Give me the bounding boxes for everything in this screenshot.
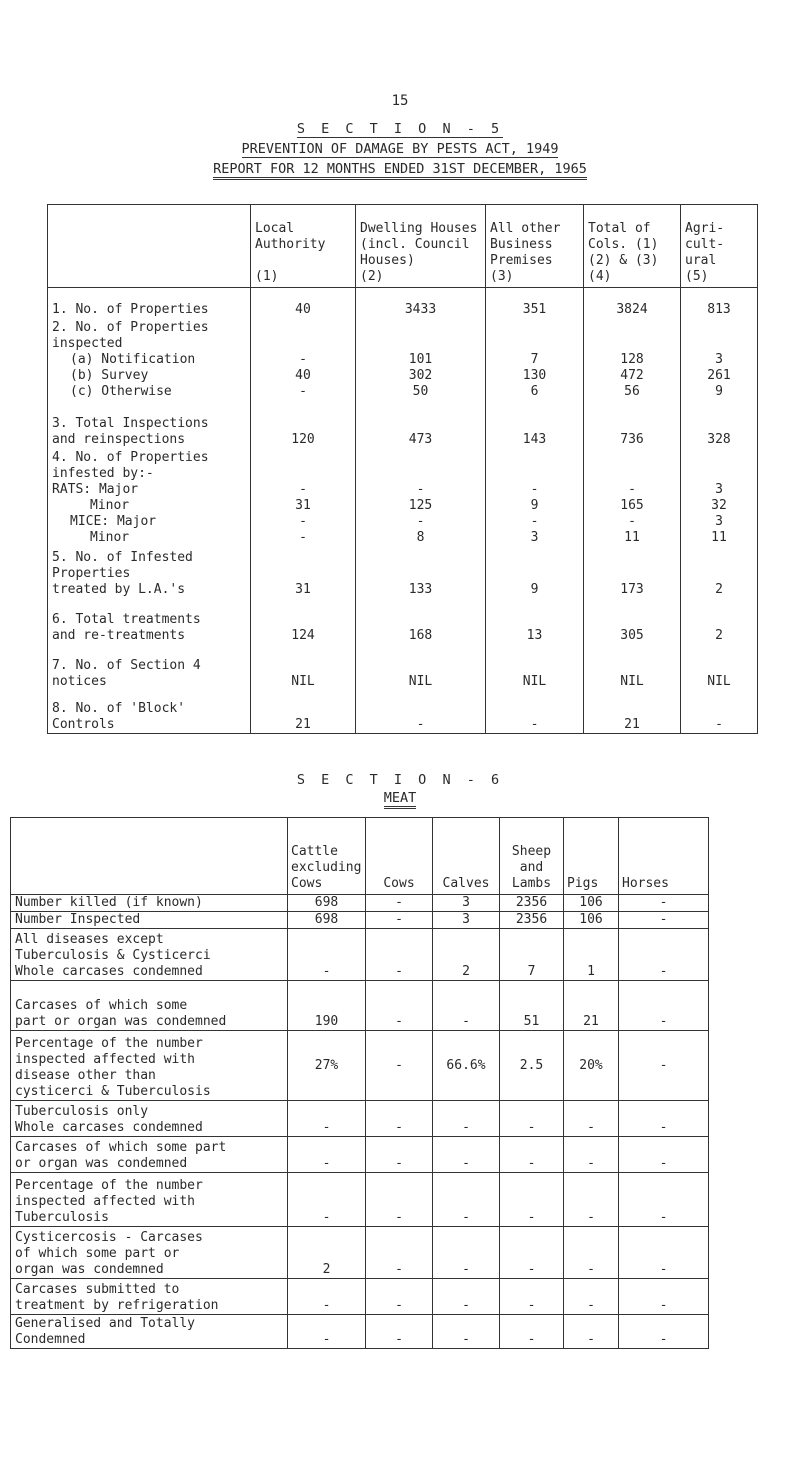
pests-act-table	[47, 204, 758, 734]
meat-cell-col-6: -	[619, 895, 709, 912]
meat-cell-col-3: -	[433, 1101, 500, 1137]
pests-cell-col-1: -	[251, 448, 356, 498]
pests-table-row	[48, 514, 758, 530]
meat-cell-col-1: 698	[288, 895, 366, 912]
pests-cell-col-5: 2	[681, 598, 758, 644]
meat-cell-col-6: -	[619, 912, 709, 929]
section6-subtitle-text: MEAT	[384, 790, 417, 809]
pests-row-label: Minor	[90, 529, 130, 545]
meat-cell-col-4: 51	[500, 981, 564, 1031]
meat-cell-col-3: -	[433, 981, 500, 1031]
pests-row-label: 2. No. of Properties inspected	[52, 319, 209, 351]
pests-cell-col-4: 173	[584, 546, 681, 598]
pests-table-body	[48, 288, 758, 734]
pests-cell-col-3: -	[486, 448, 584, 498]
meat-table-row	[11, 1315, 709, 1349]
meat-row-label: Cysticercosis - Carcases of which some part or organ was condemned	[11, 1227, 288, 1279]
pests-table-row	[48, 384, 758, 400]
meat-cell-col-5: -	[564, 1137, 619, 1173]
meat-cell-col-6: -	[619, 1137, 709, 1173]
pests-cell-col-3: -	[486, 690, 584, 734]
meat-table-row	[11, 912, 709, 929]
pests-cell-col-3: 3	[486, 530, 584, 546]
pests-cell-col-3: 13	[486, 598, 584, 644]
meat-cell-col-6: -	[619, 929, 709, 981]
meat-cell-col-2: -	[366, 1315, 433, 1349]
pests-row-label: (a) Notification	[70, 351, 196, 367]
meat-table-row	[11, 895, 709, 912]
meat-table-row	[11, 1173, 709, 1227]
meat-table-row	[11, 981, 709, 1031]
meat-cell-col-4: 2356	[500, 895, 564, 912]
section6-subtitle	[0, 788, 800, 809]
meat-row-label: Generalised and Totally Condemned	[11, 1315, 288, 1349]
pests-cell-col-1: 40	[251, 288, 356, 318]
pests-table-row	[48, 288, 758, 318]
meat-cell-col-4: -	[500, 1101, 564, 1137]
pests-row-label: 1. No. of Properties	[52, 301, 209, 317]
meat-cell-col-4: -	[500, 1173, 564, 1227]
meat-cell-col-1: -	[288, 1101, 366, 1137]
pests-cell-col-2: 473	[356, 400, 486, 448]
meat-cell-col-3: -	[433, 1315, 500, 1349]
meat-cell-col-5: -	[564, 1101, 619, 1137]
meat-row-label: Percentage of the number inspected affected with disease other than cysticerci & Tuberculosis	[11, 1031, 288, 1101]
pests-cell-col-5: 813	[681, 288, 758, 318]
pests-cell-col-1: 31	[251, 546, 356, 598]
meat-header-col-2: Cows	[366, 818, 433, 895]
section5-subtitle-act	[0, 139, 800, 159]
pests-cell-col-3: -	[486, 514, 584, 530]
meat-cell-col-1: -	[288, 929, 366, 981]
pests-cell-col-3: NIL	[486, 644, 584, 690]
pests-cell-col-2: 8	[356, 530, 486, 546]
pests-cell-col-1: NIL	[251, 644, 356, 690]
pests-cell-col-1: -	[251, 530, 356, 546]
pests-cell-col-4: 736	[584, 400, 681, 448]
meat-cell-col-6: -	[619, 1279, 709, 1315]
meat-row-label: Number killed (if known)	[11, 895, 288, 912]
pests-cell-col-5: 11	[681, 530, 758, 546]
meat-cell-col-5: 21	[564, 981, 619, 1031]
meat-cell-col-3: 3	[433, 895, 500, 912]
pests-cell-col-5: 3	[681, 352, 758, 368]
pests-cell-col-4: 21	[584, 690, 681, 734]
meat-table-body	[11, 895, 709, 1349]
section5-subtitle-act-text: PREVENTION OF DAMAGE BY PESTS ACT, 1949	[241, 141, 559, 157]
pests-table-row	[48, 598, 758, 644]
pests-cell-col-1: 21	[251, 690, 356, 734]
pests-table-header-row	[48, 205, 758, 288]
meat-cell-col-2: -	[366, 895, 433, 912]
pests-cell-col-3: 9	[486, 498, 584, 514]
pests-cell-col-5: 9	[681, 384, 758, 400]
meat-cell-col-5: -	[564, 1279, 619, 1315]
pests-table-row	[48, 690, 758, 734]
pests-cell-col-2: NIL	[356, 644, 486, 690]
pests-cell-col-1: 40	[251, 368, 356, 384]
section5-title-text: S E C T I O N - 5	[296, 121, 504, 137]
meat-cell-col-3: -	[433, 1173, 500, 1227]
pests-cell-col-4: 128	[584, 352, 681, 368]
pests-cell-col-4: -	[584, 448, 681, 498]
pests-cell-col-2: 3433	[356, 288, 486, 318]
section5-subtitle-report-text: REPORT FOR 12 MONTHS ENDED 31ST DECEMBER, 1965	[213, 161, 587, 180]
meat-cell-col-6: -	[619, 1031, 709, 1101]
pests-row-label: 3. Total Inspections and reinspections	[52, 415, 209, 447]
pests-cell-col-2: -	[356, 690, 486, 734]
meat-row-label: Percentage of the number inspected affected with Tuberculosis	[11, 1173, 288, 1227]
pests-cell-col-1: 124	[251, 598, 356, 644]
pests-row-label: (c) Otherwise	[70, 383, 172, 399]
section6-title-text: S E C T I O N - 6	[296, 772, 504, 788]
pests-cell-col-2: 101	[356, 352, 486, 368]
pests-table-row	[48, 498, 758, 514]
meat-row-label: Tuberculosis only Whole carcases condemned	[11, 1101, 288, 1137]
meat-header-col-1: Cattle excluding Cows	[288, 818, 366, 895]
meat-row-label: Carcases of which some part or organ was condemned	[11, 981, 288, 1031]
pests-cell-col-1	[251, 318, 356, 352]
meat-cell-col-1: 698	[288, 912, 366, 929]
pests-table-row	[48, 400, 758, 448]
meat-cell-col-2: -	[366, 1101, 433, 1137]
pests-cell-col-5	[681, 318, 758, 352]
pests-cell-col-4: NIL	[584, 644, 681, 690]
meat-cell-col-6: -	[619, 1227, 709, 1279]
pests-cell-col-2: 168	[356, 598, 486, 644]
pests-cell-col-4: 305	[584, 598, 681, 644]
pests-cell-col-1: -	[251, 514, 356, 530]
pests-table-row	[48, 318, 758, 352]
pests-row-label: 5. No. of Infested Properties treated by L.A.'s	[52, 549, 193, 597]
pests-table-row	[48, 368, 758, 384]
meat-header-col-4: Sheep and Lambs	[500, 818, 564, 895]
meat-cell-col-1: -	[288, 1173, 366, 1227]
meat-cell-col-4: 2.5	[500, 1031, 564, 1101]
meat-cell-col-3: -	[433, 1137, 500, 1173]
pests-cell-col-4	[584, 318, 681, 352]
meat-table-header-row	[11, 818, 709, 895]
meat-cell-col-4: 7	[500, 929, 564, 981]
pests-cell-col-1: -	[251, 384, 356, 400]
pests-header-col-1: Local Authority (1)	[251, 205, 356, 288]
meat-header-col-3: Calves	[433, 818, 500, 895]
pests-cell-col-2: -	[356, 448, 486, 498]
pests-cell-col-3: 143	[486, 400, 584, 448]
pests-row-label: 6. Total treatments and re-treatments	[52, 611, 201, 643]
meat-cell-col-2: -	[366, 1137, 433, 1173]
section5-title	[0, 119, 800, 139]
pests-table-row	[48, 546, 758, 598]
meat-cell-col-5: 20%	[564, 1031, 619, 1101]
pests-cell-col-5: 32	[681, 498, 758, 514]
meat-cell-col-4: -	[500, 1137, 564, 1173]
meat-row-label: Carcases of which some part or organ was condemned	[11, 1137, 288, 1173]
pests-table-row	[48, 448, 758, 498]
pests-cell-col-3: 130	[486, 368, 584, 384]
pests-row-label: Minor	[90, 497, 130, 513]
meat-cell-col-6: -	[619, 1101, 709, 1137]
pests-table-row	[48, 352, 758, 368]
pests-cell-col-4: 472	[584, 368, 681, 384]
pests-cell-col-4: 3824	[584, 288, 681, 318]
pests-cell-col-3: 351	[486, 288, 584, 318]
meat-cell-col-2: -	[366, 912, 433, 929]
meat-cell-col-1: -	[288, 1137, 366, 1173]
meat-cell-col-3: -	[433, 1227, 500, 1279]
meat-cell-col-3: -	[433, 1279, 500, 1315]
pests-cell-col-4: -	[584, 514, 681, 530]
meat-cell-col-4: -	[500, 1227, 564, 1279]
meat-table-row	[11, 1227, 709, 1279]
meat-cell-col-5: -	[564, 1227, 619, 1279]
meat-inspection-table	[10, 817, 709, 1349]
meat-cell-col-6: -	[619, 1315, 709, 1349]
meat-cell-col-5: 106	[564, 912, 619, 929]
meat-cell-col-5: 106	[564, 895, 619, 912]
pests-cell-col-2: 133	[356, 546, 486, 598]
pests-cell-col-5: 3	[681, 514, 758, 530]
meat-header-col-5: Pigs	[564, 818, 619, 895]
pests-cell-col-1: -	[251, 352, 356, 368]
meat-table-row	[11, 1137, 709, 1173]
meat-table-row	[11, 1031, 709, 1101]
pests-header-col-2: Dwelling Houses (incl. Council Houses) (2)	[356, 205, 486, 288]
pests-cell-col-5: 3	[681, 448, 758, 498]
pests-cell-col-3: 9	[486, 546, 584, 598]
meat-cell-col-3: 66.6%	[433, 1031, 500, 1101]
meat-header-col-6: Horses	[619, 818, 709, 895]
meat-cell-col-1: 190	[288, 981, 366, 1031]
meat-cell-col-4: -	[500, 1315, 564, 1349]
meat-cell-col-4: -	[500, 1279, 564, 1315]
meat-cell-col-2: -	[366, 1173, 433, 1227]
meat-table-row	[11, 929, 709, 981]
meat-cell-col-2: -	[366, 981, 433, 1031]
pests-cell-col-2	[356, 318, 486, 352]
meat-cell-col-2: -	[366, 1279, 433, 1315]
meat-cell-col-3: 3	[433, 912, 500, 929]
meat-cell-col-2: -	[366, 1031, 433, 1101]
meat-cell-col-5: -	[564, 1173, 619, 1227]
page-number: 15	[391, 93, 409, 109]
section6-title	[0, 770, 800, 790]
pests-header-blank	[48, 205, 251, 288]
pests-row-label: 8. No. of 'Block' Controls	[52, 701, 186, 732]
pests-cell-col-4: 56	[584, 384, 681, 400]
meat-cell-col-1: -	[288, 1279, 366, 1315]
pests-row-label: (b) Survey	[70, 367, 149, 383]
pests-cell-col-2: -	[356, 514, 486, 530]
pests-cell-col-3: 7	[486, 352, 584, 368]
pests-cell-col-2: 302	[356, 368, 486, 384]
meat-cell-col-2: -	[366, 1227, 433, 1279]
section5-subtitle-report	[0, 159, 800, 180]
meat-cell-col-6: -	[619, 981, 709, 1031]
meat-cell-col-1: 2	[288, 1227, 366, 1279]
pests-row-label: 7. No. of Section 4 notices	[52, 657, 201, 689]
pests-cell-col-5: -	[681, 690, 758, 734]
pests-cell-col-5: 328	[681, 400, 758, 448]
pests-cell-col-2: 50	[356, 384, 486, 400]
meat-row-label: All diseases except Tuberculosis & Cysticerci Whole carcases condemned	[11, 929, 288, 981]
meat-cell-col-6: -	[619, 1173, 709, 1227]
pests-cell-col-2: 125	[356, 498, 486, 514]
pests-cell-col-5: 261	[681, 368, 758, 384]
pests-cell-col-3	[486, 318, 584, 352]
pests-cell-col-5: 2	[681, 546, 758, 598]
pests-header-col-3: All other Business Premises (3)	[486, 205, 584, 288]
meat-cell-col-1: 27%	[288, 1031, 366, 1101]
meat-row-label: Number Inspected	[11, 912, 288, 929]
meat-cell-col-1: -	[288, 1315, 366, 1349]
pests-header-col-4: Total of Cols. (1) (2) & (3) (4)	[584, 205, 681, 288]
pests-cell-col-4: 165	[584, 498, 681, 514]
pests-header-col-5: Agri- cult- ural (5)	[681, 205, 758, 288]
pests-cell-col-1: 120	[251, 400, 356, 448]
pests-cell-col-5: NIL	[681, 644, 758, 690]
pests-table-row	[48, 530, 758, 546]
meat-table-row	[11, 1279, 709, 1315]
pests-cell-col-1: 31	[251, 498, 356, 514]
meat-cell-col-2: -	[366, 929, 433, 981]
meat-row-label: Carcases submitted to treatment by refrigeration	[11, 1279, 288, 1315]
pests-row-label: MICE: Major	[70, 513, 157, 529]
meat-table-row	[11, 1101, 709, 1137]
pests-cell-col-4: 11	[584, 530, 681, 546]
meat-cell-col-5: -	[564, 1315, 619, 1349]
meat-cell-col-3: 2	[433, 929, 500, 981]
meat-cell-col-4: 2356	[500, 912, 564, 929]
pests-cell-col-3: 6	[486, 384, 584, 400]
meat-cell-col-5: 1	[564, 929, 619, 981]
meat-header-blank	[11, 818, 288, 895]
pests-table-row	[48, 644, 758, 690]
pests-row-label: 4. No. of Properties infested by:- RATS: Major	[52, 449, 209, 497]
